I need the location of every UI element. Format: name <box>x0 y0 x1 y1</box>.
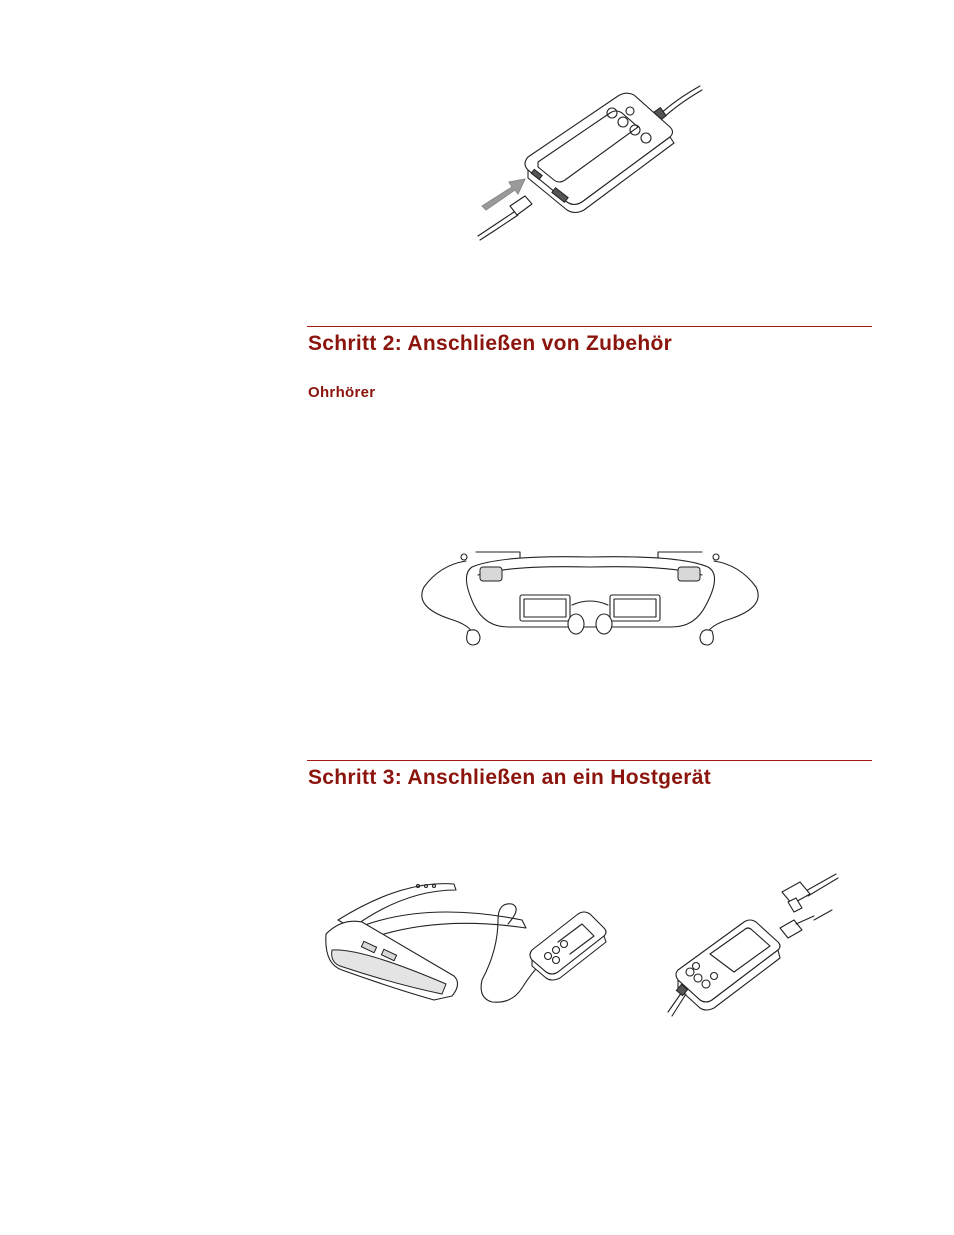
video-glasses-with-control-unit-illustration <box>322 880 612 1015</box>
section-heading-step2: Schritt 2: Anschließen von Zubehör <box>308 332 673 355</box>
subheading-earphones: Ohrhörer <box>308 384 376 401</box>
section-divider-step3 <box>307 760 872 761</box>
section-heading-step3: Schritt 3: Anschließen an ein Hostgerät <box>308 766 711 789</box>
section-divider-step2 <box>307 326 872 327</box>
control-unit-cable-insert-illustration <box>470 80 710 245</box>
glasses-earphones-illustration <box>410 545 770 650</box>
control-unit-hdmi-connectors-illustration <box>664 868 842 1020</box>
